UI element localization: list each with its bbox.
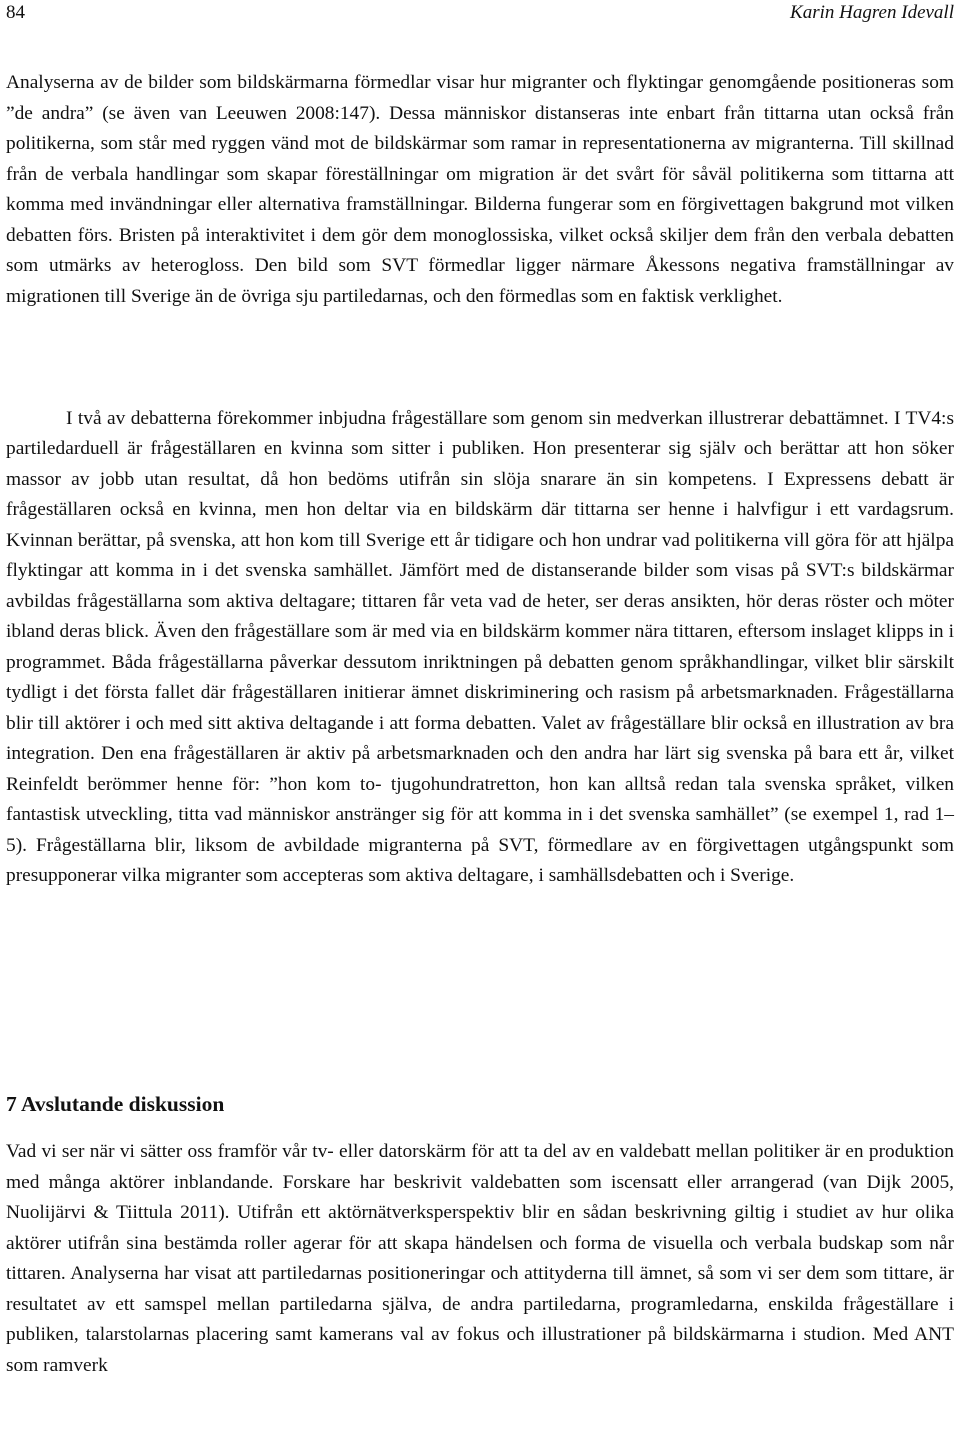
section-heading: 7 Avslutande diskussion [6,1092,225,1116]
body-paragraph-2: I två av debatterna förekommer inbjudna frågeställare som genom sin medverkan illustrerar debattämnet. I TV4:s partiledarduell är frågeställaren en kvinna som sitter i publiken. Hon presenterar sig själv och berättar att hon söker massor av jobb utan resultat, då hon bedöms utifrån sin slöja snarare än sin kompetens. I Expressens debatt är frågeställaren också en kvinna, men hon deltar via en bildskärm där tittarna ser henne i halvfigur i ett vardagsrum. Kvinnan berättar, på svenska, att hon kom till Sverige ett år tidigare och hon undrar vad politikerna vill göra för att hjälpa flyktingar att komma in i det svenska samhället. Jämfört med de distanserande bilder som visas på SVT:s bildskärmar avbildas frågeställarna som aktiva deltagare; tittaren får veta vad de heter, ser deras ansikten, hör deras röster och möter ibland deras blick. Även den frågeställare som är med via en bildskärm kommer nära tittaren, eftersom inslaget klipps in i programmet. Båda frågeställarna påverkar dessutom inriktningen på debatten genom språkhandlingar, vilket blir särskilt tydligt i det första fallet där frågeställaren initierar ämnet diskriminering och rasism på arbetsmarknaden. Frågeställarna blir till aktörer i och med sitt aktiva deltagande i att forma debatten. Valet av frågeställare blir också en illustration av bra integration. Den ena frågeställaren är aktiv på arbetsmarknaden och den andra har lärt sig svenska på bara ett år, vilket Reinfeldt berömmer henne för: ”hon kom to- tjugohundratretton, hon kan alltså redan tala svenska språket, vilken fantastisk utveckling, titta vad människor anstränger sig för att komma in i det svenska samhället” (se exempel 1, rad 1–5). Frågeställarna blir, liksom de avbildade migranterna på SVT, förmedlare av en förgivettagen utgångspunkt som presupponerar vilka migranter som accepteras som aktiva deltagare, i samhällsdebatten och i Sverige. [6,407,954,886]
running-head [0,0,960,32]
body-paragraph-1: Analyserna av de bilder som bildskärmarna förmedlar visar hur migranter och flyktingar genomgående positioneras som ”de andra” (se även van Leeuwen 2008:147). Dessa människor distanseras inte enbart från tittarna utan också från politikerna, som står med ryggen vänd mot de bildskärmar som ramar in representationerna av migranterna. Till skillnad från de verbala handlingar som skapar föreställningar om migration är det svårt för såväl politikerna som tittarna att komma med invändningar eller alternativa framställningar. Bilderna fungerar som en förgivettagen bakgrund mot vilken debatten förs. Bristen på interaktivitet i dem gör dem monoglossiska, vilket också skiljer dem från den verbala debatten som utmärks av heterogloss. Den bild som SVT förmedlar ligger närmare Åkessons negativa framställningar av migrationen till Sverige än de övriga sju partiledarnas, och den förmedlas som en faktisk verklighet. [6,72,954,307]
running-head-author: Karin Hagren Idevall [790,2,954,23]
page-number: 84 [6,2,25,23]
body-paragraph-3: Vad vi ser när vi sätter oss framför vår tv- eller datorskärm för att ta del av en valdebatt mellan politiker är en produktion med många aktörer inblandande. Forskare har beskrivit valdebatten som iscensatt eller arrangerad (van Dijk 2005, Nuolijärvi & Tiittula 2011). Utifrån ett aktörnätverksperspektiv blir en sådan beskrivning giltig i studiet av hur olika aktörer utifrån sina bestämda roller agerar för att skapa händelsen och forma de visuella och verbala budskap som når tittaren. Analyserna har visat att partiledarnas positioneringar och attityderna till ämnet, så som vi ser dem som tittare, är resultatet av ett samspel mellan partiledarna själva, de andra partiledarna, programledarna, enskilda frågeställare i publiken, talarstolarnas placering samt kamerans val av fokus och illustrationer på bildskärmarna i studion. Med ANT som ramverk [6,1141,954,1376]
